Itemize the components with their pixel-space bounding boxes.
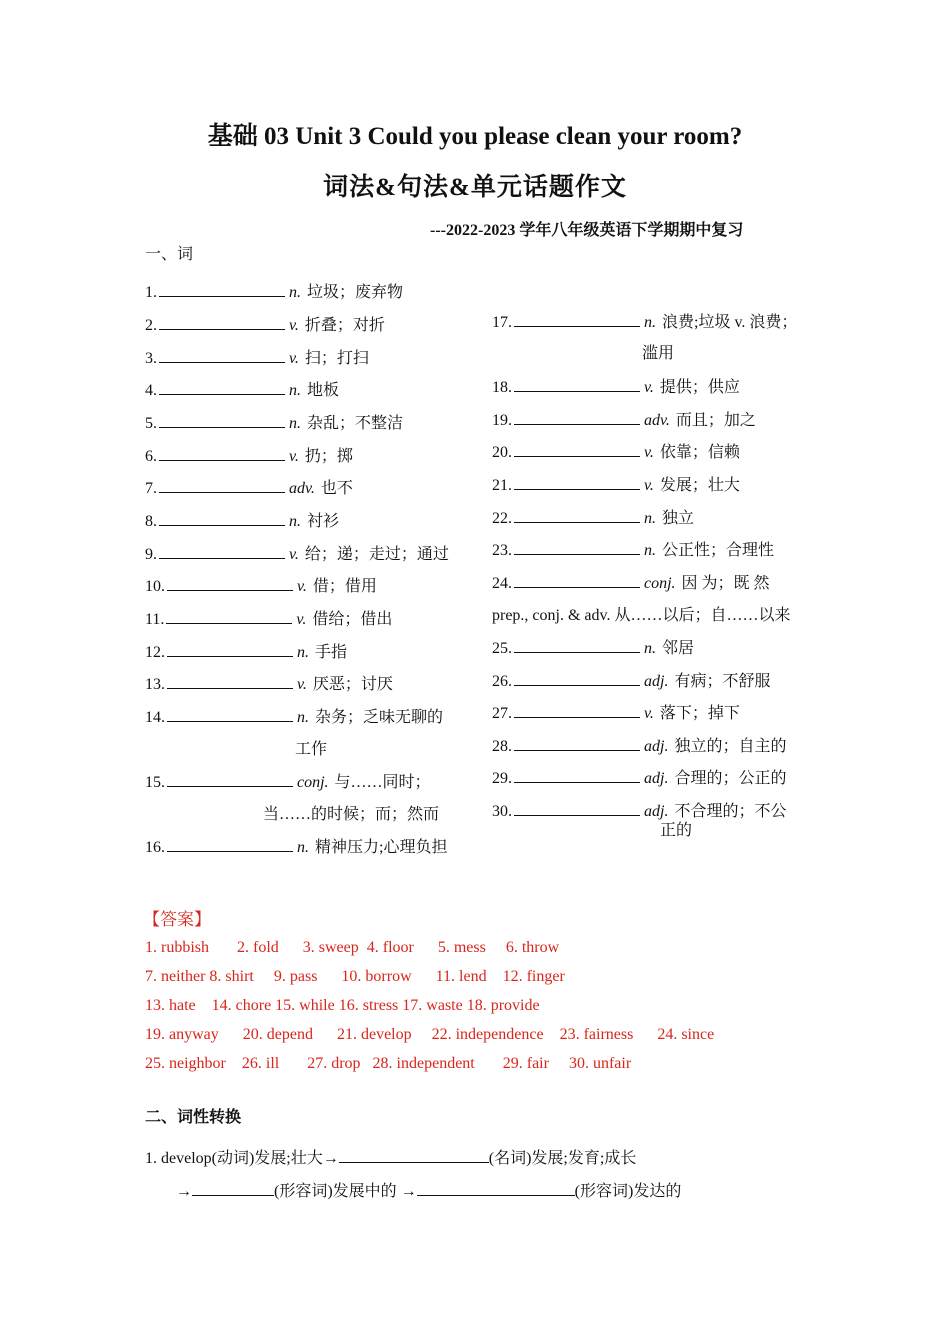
- vocab-number: 8.: [145, 513, 157, 530]
- part-of-speech: adj.: [644, 738, 669, 755]
- answer-blank[interactable]: [514, 312, 640, 327]
- vocab-meaning: 精神压力;心理负担: [315, 839, 448, 856]
- vocab-number: 19.: [492, 412, 512, 429]
- vocab-meaning: 有病；不舒服: [674, 673, 771, 690]
- vocab-item: [145, 446, 353, 467]
- vocab-number: 3.: [145, 350, 157, 367]
- answer-blank[interactable]: [159, 315, 285, 330]
- vocab-number: 10.: [145, 578, 165, 595]
- answer-blank[interactable]: [514, 442, 640, 457]
- part-of-speech: v.: [296, 611, 307, 628]
- part-of-speech: v.: [644, 477, 654, 494]
- part-of-speech: n.: [297, 839, 309, 856]
- part-of-speech: v.: [289, 317, 299, 334]
- answer-line: 1. rubbish 2. fold 3. sweep 4. floor 5. mess 6. throw: [145, 939, 560, 956]
- vocab-meaning: 落下；掉下: [659, 705, 740, 722]
- answer-line: 7. neither 8. shirt 9. pass 10. borrow 11. lend 12. finger: [145, 968, 565, 985]
- part-of-speech: n.: [644, 510, 656, 527]
- vocab-meaning: 杂乱；不整洁: [307, 415, 404, 432]
- answer-blank[interactable]: [166, 609, 292, 624]
- vocab-item: [492, 801, 787, 839]
- vocab-meaning: 借给；借出: [312, 611, 393, 628]
- vocab-item: [145, 511, 339, 532]
- conversion-hint: (形容词)发展中的 →: [274, 1183, 417, 1200]
- vocab-meaning: 邻居: [662, 640, 695, 657]
- answer-blank[interactable]: [514, 573, 640, 588]
- answer-blank[interactable]: [514, 768, 640, 783]
- vocab-meaning: 发展；壮大: [659, 477, 740, 494]
- answer-blank[interactable]: [167, 576, 293, 591]
- vocab-meaning: 合理的；公正的: [674, 770, 787, 787]
- vocab-number: 17.: [492, 314, 512, 331]
- vocab-item: [145, 282, 403, 303]
- vocab-item: [492, 736, 786, 757]
- answer-blank[interactable]: [514, 540, 640, 555]
- answer-line: 13. hate 14. chore 15. while 16. stress 17. waste 18. provide: [145, 997, 540, 1014]
- conversion-prompt: 1. develop(动词)发展;壮大→: [145, 1150, 339, 1167]
- vocab-meaning: 借；借用: [312, 578, 377, 595]
- vocab-meaning-continued: prep., conj. & adv. 从……以后；自……以来: [492, 607, 791, 624]
- vocab-number: 5.: [145, 415, 157, 432]
- arrow-text: →: [176, 1183, 192, 1200]
- answer-blank[interactable]: [514, 736, 640, 751]
- vocab-number: 16.: [145, 839, 165, 856]
- part-of-speech: adj.: [644, 803, 669, 820]
- answer-blank[interactable]: [339, 1148, 489, 1163]
- vocab-item: [492, 768, 786, 789]
- page-subtitle: 词法&句法&单元话题作文: [323, 174, 627, 201]
- vocab-item: [145, 478, 353, 499]
- vocab-meaning: 扫；打扫: [304, 350, 369, 367]
- vocab-meaning-continued: 工作: [295, 741, 328, 758]
- answer-blank[interactable]: [514, 410, 640, 425]
- part-of-speech: n.: [644, 542, 656, 559]
- vocab-meaning-continued: 滥用: [642, 345, 675, 362]
- answer-line: 25. neighbor 26. ill 27. drop 28. independent 29. fair 30. unfair: [145, 1055, 632, 1072]
- vocab-item: [492, 442, 740, 463]
- vocab-meaning: 地板: [307, 382, 340, 399]
- part-of-speech: n.: [297, 709, 309, 726]
- vocab-item: [145, 348, 369, 369]
- vocab-meaning: 与……同时；: [334, 774, 431, 791]
- answer-blank[interactable]: [514, 638, 640, 653]
- conversion-item-1-line-1: [145, 1145, 636, 1168]
- part-of-speech: conj.: [644, 575, 676, 592]
- vocab-meaning: 衬衫: [307, 513, 340, 530]
- vocab-number: 20.: [492, 444, 512, 461]
- vocab-meaning: 浪费;垃圾 v. 浪费；: [662, 314, 798, 331]
- vocab-number: 6.: [145, 448, 157, 465]
- vocab-meaning: 折叠；对折: [304, 317, 385, 334]
- answer-blank[interactable]: [159, 478, 285, 493]
- part-of-speech: v.: [297, 578, 307, 595]
- vocab-meaning: 因 为；既 然: [681, 575, 770, 592]
- answer-blank[interactable]: [167, 642, 293, 657]
- vocab-number: 29.: [492, 770, 512, 787]
- vocab-meaning: 独立的；自主的: [674, 738, 787, 755]
- part-of-speech: n.: [644, 640, 656, 657]
- part-of-speech: n.: [297, 644, 309, 661]
- answer-blank[interactable]: [159, 380, 285, 395]
- vocab-number: 1.: [145, 284, 157, 301]
- answer-blank[interactable]: [192, 1181, 274, 1196]
- vocab-number: 13.: [145, 676, 165, 693]
- vocab-number: 7.: [145, 480, 157, 497]
- answer-blank[interactable]: [159, 446, 285, 461]
- vocab-item: [145, 772, 440, 823]
- answer-blank[interactable]: [514, 671, 640, 686]
- vocab-number: 11.: [145, 611, 165, 628]
- vocab-meaning: 而且；加之: [675, 412, 756, 429]
- part-of-speech: n.: [289, 382, 301, 399]
- answer-line: 19. anyway 20. depend 21. develop 22. independence 23. fairness 24. since: [145, 1026, 715, 1043]
- part-of-speech: conj.: [297, 774, 329, 791]
- part-of-speech: v.: [644, 444, 654, 461]
- vocab-number: 28.: [492, 738, 512, 755]
- vocab-item: [492, 540, 774, 561]
- part-of-speech: adv.: [289, 480, 315, 497]
- vocab-meaning-continued: 当……的时候；而；然而: [263, 806, 440, 823]
- vocab-number: 2.: [145, 317, 157, 334]
- vocab-item: [492, 475, 740, 496]
- vocab-number: 15.: [145, 774, 165, 791]
- answer-blank[interactable]: [167, 674, 293, 689]
- page-title: 基础 03 Unit 3 Could you please clean your room?: [207, 123, 743, 150]
- section-1-heading: 一、词: [145, 246, 194, 263]
- vocab-item: [145, 707, 444, 758]
- vocab-number: 4.: [145, 382, 157, 399]
- vocab-meaning: 依靠；信赖: [659, 444, 740, 461]
- answer-blank[interactable]: [514, 703, 640, 718]
- vocab-item: [145, 413, 403, 434]
- vocab-item: [492, 377, 740, 398]
- vocab-item: [492, 638, 694, 659]
- answer-blank[interactable]: [514, 377, 640, 392]
- vocab-number: 9.: [145, 546, 157, 563]
- vocab-meaning-continued: 正的: [660, 822, 693, 839]
- part-of-speech: n.: [289, 284, 301, 301]
- vocab-item: [145, 609, 392, 630]
- vocab-number: 26.: [492, 673, 512, 690]
- vocab-number: 18.: [492, 379, 512, 396]
- vocab-item: [145, 642, 347, 663]
- answer-blank[interactable]: [167, 837, 293, 852]
- vocab-meaning: 手指: [315, 644, 348, 661]
- vocab-meaning: 扔；掷: [304, 448, 353, 465]
- answer-blank[interactable]: [514, 801, 640, 816]
- answer-blank[interactable]: [417, 1181, 575, 1196]
- vocab-meaning: 杂务；乏味无聊的: [315, 709, 444, 726]
- part-of-speech: v.: [644, 705, 654, 722]
- part-of-speech: n.: [289, 513, 301, 530]
- part-of-speech: adv.: [644, 412, 670, 429]
- vocab-item: [492, 508, 694, 529]
- part-of-speech: v.: [644, 379, 654, 396]
- vocab-meaning: 也不: [320, 480, 353, 497]
- answer-blank[interactable]: [159, 348, 285, 363]
- vocab-meaning: 公正性；合理性: [662, 542, 775, 559]
- answer-blank[interactable]: [159, 282, 285, 297]
- vocab-meaning: 给；递；走过；通过: [304, 546, 449, 563]
- answer-heading: 【答案】: [143, 910, 211, 929]
- vocab-item: [492, 703, 740, 724]
- vocab-number: 24.: [492, 575, 512, 592]
- vocab-item: [145, 315, 385, 336]
- answer-blank[interactable]: [159, 413, 285, 428]
- answer-blank[interactable]: [167, 707, 293, 722]
- vocab-meaning: 不合理的；不公: [674, 803, 787, 820]
- answer-blank[interactable]: [514, 508, 640, 523]
- vocab-number: 27.: [492, 705, 512, 722]
- vocab-number: 12.: [145, 644, 165, 661]
- vocab-number: 21.: [492, 477, 512, 494]
- vocab-item: [492, 312, 798, 362]
- part-of-speech: adj.: [644, 770, 669, 787]
- vocab-item: [492, 410, 756, 431]
- answer-blank[interactable]: [514, 475, 640, 490]
- vocab-item: [145, 837, 447, 858]
- answer-blank[interactable]: [159, 544, 285, 559]
- vocab-number: 23.: [492, 542, 512, 559]
- answer-blank[interactable]: [159, 511, 285, 526]
- part-of-speech: v.: [289, 546, 299, 563]
- conversion-item-1-line-2: [176, 1178, 681, 1201]
- answer-blank[interactable]: [167, 772, 293, 787]
- part-of-speech: v.: [289, 448, 299, 465]
- part-of-speech: n.: [644, 314, 656, 331]
- part-of-speech: n.: [289, 415, 301, 432]
- conversion-hint: (名词)发展;发育;成长: [488, 1150, 637, 1167]
- vocab-item: [145, 544, 449, 565]
- vocab-item: [145, 576, 377, 597]
- vocab-item: [145, 674, 393, 695]
- section-2-heading: 二、词性转换: [145, 1109, 242, 1126]
- vocab-item: [492, 671, 770, 692]
- part-of-speech: adj.: [644, 673, 669, 690]
- vocab-meaning: 提供；供应: [659, 379, 740, 396]
- vocab-meaning: 厌恶；讨厌: [312, 676, 393, 693]
- vocab-item: [492, 573, 791, 624]
- part-of-speech: v.: [297, 676, 307, 693]
- vocab-meaning: 垃圾；废弃物: [307, 284, 404, 301]
- part-of-speech: v.: [289, 350, 299, 367]
- page-tagline: ---2022-2023 学年八年级英语下学期期中复习: [430, 222, 744, 239]
- vocab-number: 14.: [145, 709, 165, 726]
- vocab-number: 25.: [492, 640, 512, 657]
- vocab-item: [145, 380, 339, 401]
- conversion-hint: (形容词)发达的: [574, 1183, 682, 1200]
- vocab-meaning: 独立: [662, 510, 695, 527]
- vocab-number: 22.: [492, 510, 512, 527]
- vocab-number: 30.: [492, 803, 512, 820]
